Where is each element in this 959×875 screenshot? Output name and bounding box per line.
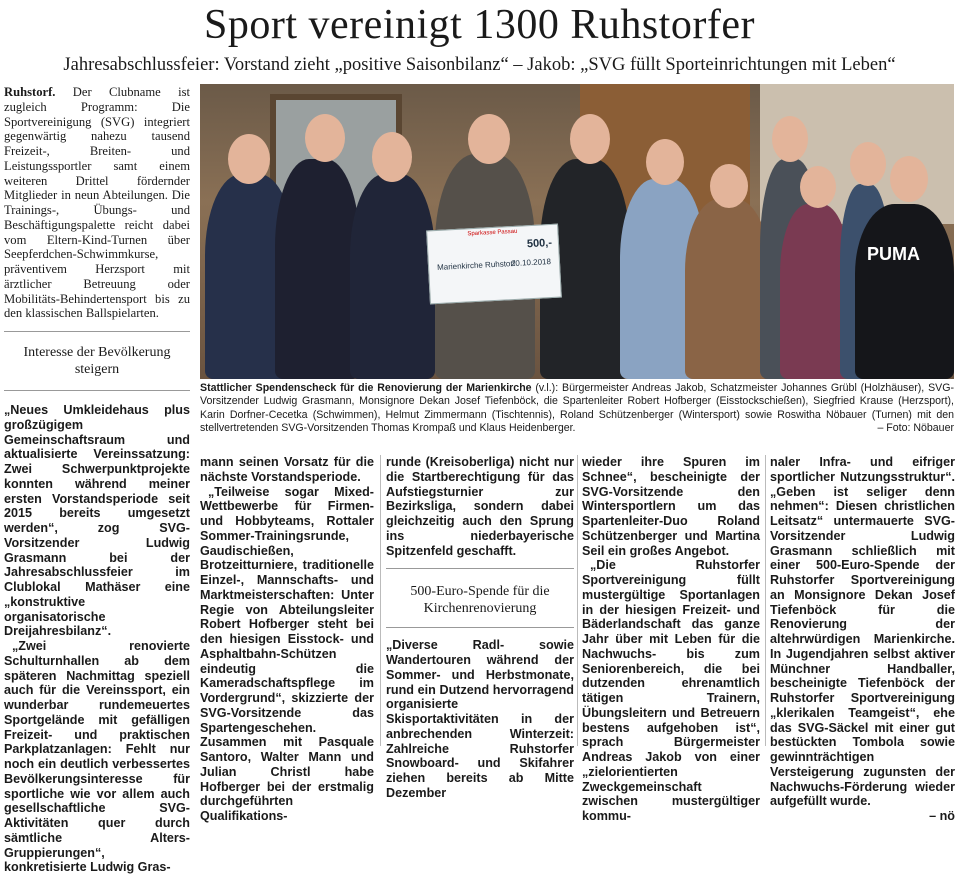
paragraph: „Neues Umkleidehaus plus großzügigem Gemeinschaftsraum und aktualisierte Vereinssatzung: Zwei Schwerpunktprojekte konnten während meiner ersten Vorstandsperiode seit 2015 bereits umgesetzt werden“, zog SVG-Vorsitzender Ludwig Grasmann bei der Jahresabschlussfeier im Clublokal Mathäser eine „konstruktive organisatorische Dreijahresbilanz“. — [4, 403, 190, 639]
divider — [4, 331, 190, 332]
paragraph: „Zwei renovierte Schulturnhallen ab dem späteren Nachmittag speziell auch für die Vereinssport, ein wunderbar rundemeuertes Sportgelände mit gefälligen Freizeit- und praktischen Parkplatzanlagen: Fehlt nur noch ein deutlich verbessertes Bevölkerungsinteresse für sportliche wie vor allem auch gesellschaftliche SVG-Aktivitäten quer durch sämtliche Alters-Gruppierungen“, konkretisierte Ludwig Gras- — [4, 639, 190, 875]
divider — [386, 568, 574, 569]
person-head — [570, 114, 610, 164]
paragraph: „Teilweise sogar Mixed-Wettbewerbe für Firmen- und Hobbyteams, Rottaler Sommer-Trainingsrunde, Gaudischießen, Brotzeitturniere, traditionelle Einzel-, Mannschafts- und Marktmeisterschaften: Unter Regie von Abteilungsleiter Robert Hofberger steht bei den hiesigen Eisstock- und Asphaltbahn-Schützen eindeutig die Kameradschaftspflege im Vordergrund“, skizzierte der SVG-Vorsitzende das Spartengeschehen. Zusammen mit Pasquale Santoro, Walter Mann und Julian Christl habe Hofberger bei der erstmalig durchgeführten Qualifikations- — [200, 484, 374, 823]
article-column-2 — [200, 455, 374, 824]
subhead: Jahresabschlussfeier: Vorstand zieht „positive Saisonbilanz“ – Jakob: „SVG füllt Sporteinrichtungen mit Leben“ — [63, 55, 896, 75]
person-figure — [275, 159, 360, 379]
person-head — [850, 142, 886, 186]
section-subtitle-2: 500-Euro-Spende für die Kirchenrenovierung — [410, 584, 550, 617]
person-figure — [685, 199, 770, 379]
person-head — [228, 134, 270, 184]
paragraph: mann seinen Vorsatz für die nächste Vorstandsperiode. — [200, 455, 374, 484]
paragraph: wieder ihre Spuren im Schnee“, bescheinigte der SVG-Vorsitzende den Wintersportlern um das Spartenleiter-Duo Roland Schützenberger und Martina Seil ein großes Angebot. — [582, 455, 760, 558]
person-head — [646, 139, 684, 185]
divider — [4, 390, 190, 391]
article-column-1 — [4, 85, 190, 875]
column-divider — [765, 455, 766, 746]
group-photo — [200, 84, 954, 379]
photo-credit: – Foto: Nöbauer — [877, 422, 954, 435]
article-column-3 — [386, 455, 574, 801]
section-subtitle-1: Interesse der Bevölkerung steigern — [23, 345, 171, 377]
person-head — [372, 132, 412, 182]
shirt-logo: PUMA — [867, 244, 920, 264]
headline: Sport vereinigt 1300 Ruhstorfer — [204, 2, 755, 48]
person-figure — [855, 204, 954, 379]
paragraph: naler Infra- und eifriger sportlicher Nutzungsstruktur“. „Geben ist seliger denn nehmen“: Diesen christlichen Leitsatz“ untermauerte SVG-Vorsitzender Ludwig Grasmann schließlich mit einer 500-Euro-Spende der Ruhstorfer Sportvereinigung an Monsignore Dekan Josef Tiefenböck für die Renovierung der altehrwürdigen Marienkirche. In Jugendjahren selbst aktiver Münchner Handballer, bescheinigte Tiefenböck der Ruhstorfer Sportvereinigung „klerikalen Teamgeist“, ehe das SVG-Säckel mit einer gut bestückten Tombola sowie gewinnträchtigen Versteigerung zugunsten der Nachwuchs-Förderung wieder aufgefüllt wurde. — [770, 455, 955, 809]
paragraph: „Die Ruhstorfer Sportvereinigung füllt mustergültige Sportanlagen in der hiesigen Freizeit- und Bäderlandschaft das ganze Jahr über mit Leben für die Nachwuchs- bis zum Seniorenbereich, die bei dutzenden ehrenamtlich tätigen Trainern, Übungsleitern und Betreuern bestens aufgehoben ist“, sprach Bürgermeister Andreas Jakob von einer „zielorientierten Zweckgemeinschaft zwischen mustergültiger kommu- — [582, 558, 760, 823]
lead-paragraph — [4, 85, 190, 321]
column-divider — [380, 455, 381, 746]
caption-title: Stattlicher Spendenscheck für die Renovierung der Marienkirche — [200, 382, 532, 394]
check-date: 20.10.2018 — [510, 257, 552, 269]
paragraph: runde (Kreisoberliga) nicht nur die Startberechtigung für das Aufstiegsturnier zur Bezirksliga, sondern dabei gleichzeitig auch den Sprung ins niederbayerische Spitzenfeld geschafft. — [386, 455, 574, 558]
check-amount: 500,- — [526, 236, 553, 251]
check-recipient: Marienkirche Ruhstorf — [436, 258, 516, 272]
lead-text: Der Clubname ist zugleich Programm: Die Sportvereinigung (SVG) integriert gegenwärtig nahezu tausend Freizeit-, Breiten- und Leistungssportler samt einem weiteren Drittel fördernder Mitglieder in neun Abteilungen. Die Trainings-, Übungs- und Beschäftigungspalette reicht dabei vom Eltern-Kind-Turnen über Seepferdchen-Schwimmkurse, präventivem Herzsport mit ärztlicher Betreuung oder Mobilitäts-Behindertensport bis zu den klassischen Ballspielarten. — [4, 85, 190, 321]
caption-text: (v.l.): Bürgermeister Andreas Jakob, Schatzmeister Johannes Grübl (Holzhäuser), SVG-Vorsitzender Ludwig Grasmann, Monsignore Dekan Josef Tiefenböck, die Spartenleiter Robert Hofberger (Eisstockschießen), Siegfried Krause (Herzsport), Karin Dorfner-Cecetka (Schwimmen), Helmut Zimmermann (Tischtennis), Roland Schützenberger (Wintersport) sowie Roswitha Nöbauer (Turnen) mit den stellvertretenden SVG-Vorsitzenden Thomas Krompaß und Klaus Heidenberger. — [200, 382, 954, 435]
dateline: Ruhstorf. — [4, 85, 56, 99]
donation-check — [426, 224, 562, 305]
person-figure — [350, 174, 435, 379]
person-head — [710, 164, 748, 208]
column-divider — [577, 455, 578, 746]
person-head — [800, 166, 836, 208]
person-head — [305, 114, 345, 162]
article-column-4 — [582, 455, 760, 824]
check-bank: Sparkasse Passau — [467, 228, 518, 238]
person-head — [468, 114, 510, 164]
author-signoff: – nö — [929, 809, 955, 823]
photo-caption — [200, 382, 954, 436]
divider — [386, 627, 574, 628]
person-head — [890, 156, 928, 202]
paragraph: „Diverse Radl- sowie Wandertouren während der Sommer- und Herbstmonate, rund ein Dutzend hervorragend organisierte Skisportaktivitäten in der anbrechenden Winterzeit: Zahlreiche Ruhstorfer Snowboard- und Skifahrer ziehen bereits ab Mitte Dezember — [386, 638, 574, 800]
person-head — [772, 116, 808, 162]
article-column-5 — [770, 455, 955, 824]
